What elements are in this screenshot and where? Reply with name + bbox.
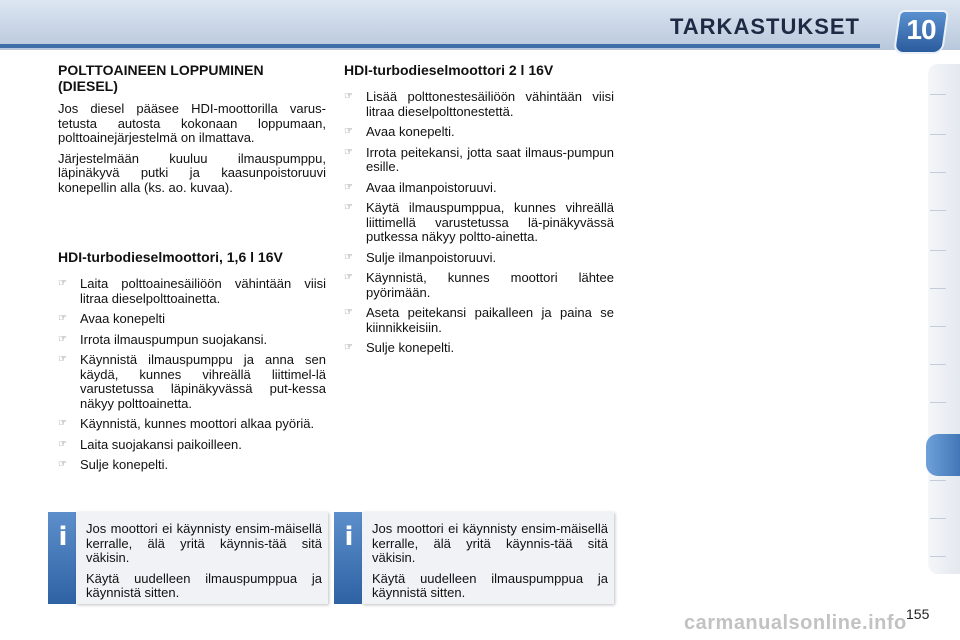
info-body [76,512,328,604]
info-paragraph: Jos moottori ei käynnisty ensim-mäisellä kerralle, älä yritä käynnis-tää sitä väkisin. [86,521,322,565]
list-item [58,333,326,348]
pointing-hand-icon: ☞ [58,313,67,324]
chapter-number: 10 [906,14,936,45]
tab-divider [930,364,946,365]
pointing-hand-icon: ☞ [344,181,353,193]
step-text: Avaa konepelti [80,311,166,326]
pointing-hand-icon: ☞ [58,333,67,345]
info-icon: i [344,522,354,552]
watermark: carmanualsonline.info [684,612,907,634]
info-paragraph: Käytä uudelleen ilmauspumppua ja käynnistä sitten. [372,570,608,600]
tab-divider [930,480,946,481]
tab-divider [930,518,946,519]
steps-list [344,90,614,356]
pointing-hand-icon: ☞ [344,202,353,213]
list-item [58,417,326,432]
engine-heading: HDI-turbodieselmoottori 2 l 16V [344,62,554,78]
pointing-hand-icon: ☞ [58,418,67,429]
tab-divider [930,94,946,95]
step-text: Käynnistä ilmauspumppu ja anna sen käydä, kunnes vihreällä liittimel-lä varustetussa läpinäkyvässä put-kessa näkyy polttoainetta. [80,352,326,411]
list-item [58,458,326,473]
step-text: Aseta peitekansi paikalleen ja paina se kiinnikkeisiin. [366,305,614,335]
pointing-hand-icon: ☞ [344,91,353,102]
pointing-hand-icon: ☞ [344,146,353,158]
left-column [58,62,326,479]
step-text: Käytä ilmauspumppua, kunnes vihreällä liittimellä varustetussa lä-pinäkyvässä putkessa näkyy poltto-ainetta. [366,200,614,244]
list-item [344,90,614,119]
list-item [58,277,326,306]
section-heading: POLTTOAINEEN LOPPUMINEN (DIESEL) [58,62,264,94]
info-icon: i [58,522,68,552]
list-item [58,438,326,453]
list-item [344,341,614,356]
tab-divider [930,402,946,403]
step-text: Irrota ilmauspumpun suojakansi. [80,331,268,347]
pointing-hand-icon: ☞ [344,251,353,263]
step-text: Sulje konepelti. [366,340,455,355]
pointing-hand-icon: ☞ [58,438,67,450]
info-box [334,512,614,604]
tab-divider [930,288,946,289]
pointing-hand-icon: ☞ [344,272,353,283]
header-accent-strip [0,44,880,48]
pointing-hand-icon: ☞ [344,307,353,318]
pointing-hand-icon: ☞ [58,354,67,365]
tab-divider [930,172,946,173]
engine-heading: HDI-turbodieselmoottori, 1,6 l 16V [58,249,283,265]
pointing-hand-icon: ☞ [344,342,353,353]
step-text: Lisää polttonestesäiliöön vähintään viisi litraa dieselpolttonestettä. [366,89,614,119]
info-body [362,512,614,604]
step-text: Avaa konepelti. [366,124,455,139]
tab-divider [930,556,946,557]
tab-divider [930,250,946,251]
step-text: Sulje konepelti. [80,457,169,472]
list-item [344,125,614,140]
list-item [344,146,614,175]
info-text [372,522,608,607]
chapter-tab-strip [928,64,960,574]
step-text: Laita suojakansi paikoilleen. [80,436,242,452]
tab-divider [930,134,946,135]
middle-column [344,62,614,362]
chapter-tab-active[interactable] [926,434,960,476]
list-item [344,271,614,300]
system-paragraph: Järjestelmään kuuluu ilmauspumppu, läpinäkyvä putki ja kaasunpoistoruuvi konepellin alla (ks. ao. kuvaa). [58,150,326,195]
list-item [344,181,614,196]
list-item [344,251,614,266]
section-title: TARKASTUKSET [669,14,860,39]
tab-divider [930,326,946,327]
step-text: Avaa ilmanpoistoruuvi. [366,179,497,195]
pointing-hand-icon: ☞ [344,126,353,137]
step-text: Irrota peitekansi, jotta saat ilmaus-pumpun esille. [366,144,614,174]
steps-list [58,277,326,473]
intro-paragraph: Jos diesel pääsee HDI-moottorilla varus-tetusta autosta kokonaan loppumaan, polttoainejärjestelmä on ilmattava. [58,101,326,145]
info-text [86,522,322,607]
page-number: 155 [906,606,930,622]
info-box [48,512,328,604]
step-text: Käynnistä, kunnes moottori lähtee pyörimään. [366,270,614,300]
info-paragraph: Jos moottori ei käynnisty ensim-mäisellä kerralle, älä yritä käynnis-tää sitä väkisin. [372,521,608,565]
list-item [344,306,614,335]
step-text: Sulje ilmanpoistoruuvi. [366,249,497,265]
list-item [58,312,326,327]
list-item [58,353,326,411]
step-text: Laita polttoainesäiliöön vähintään viisi litraa dieselpolttoainetta. [80,276,326,306]
list-item [344,201,614,245]
step-text: Käynnistä, kunnes moottori alkaa pyöriä. [80,416,315,431]
pointing-hand-icon: ☞ [58,459,67,470]
info-paragraph: Käytä uudelleen ilmauspumppua ja käynnistä sitten. [86,570,322,600]
tab-divider [930,210,946,211]
pointing-hand-icon: ☞ [58,278,67,289]
